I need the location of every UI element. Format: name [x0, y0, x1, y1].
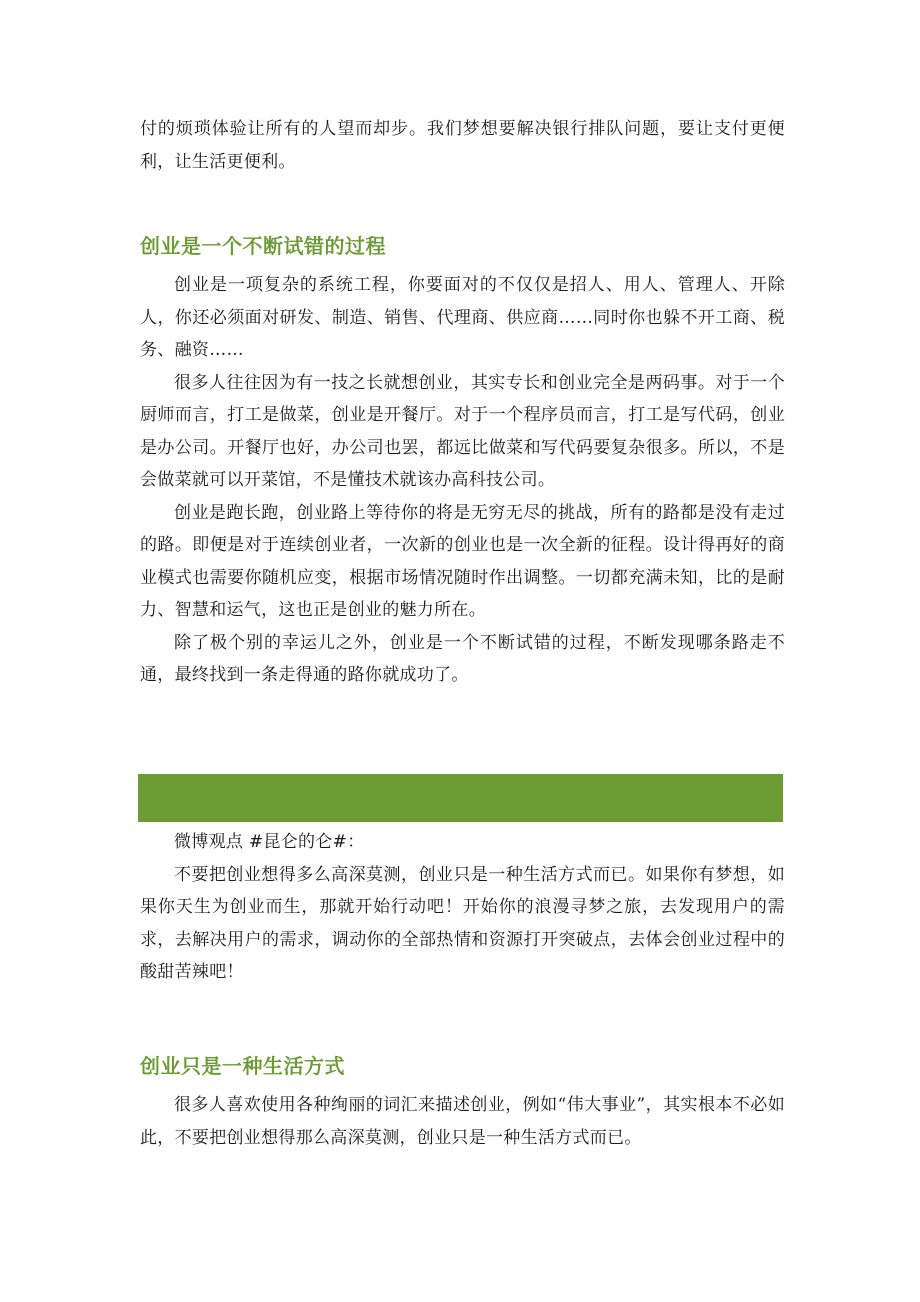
weibo-block: [140, 826, 785, 989]
section1-paragraph-3: 创业是跑长跑，创业路上等待你的将是无穷无尽的挑战，所有的路都是没有走过的路。即便是对于连续创业者，一次新的创业也是一次全新的征程。设计得再好的商业模式也需要你随机应变，根据市场情况随时作出调整。一切都充满未知，比的是耐力、智慧和运气，这也正是创业的魅力所在。: [140, 502, 785, 620]
green-banner: [138, 774, 783, 822]
section2-paragraph-1: 很多人喜欢使用各种绚丽的词汇来描述创业，例如“伟大事业”，其实根本不必如此，不要把创业想得那么高深莫测，创业只是一种生活方式而已。: [140, 1095, 785, 1148]
weibo-text: 不要把创业想得多么高深莫测，创业只是一种生活方式而已。如果你有梦想，如果你天生为创业而生，那就开始行动吧！开始你的浪漫寻梦之旅，去发现用户的需求，去解决用户的需求，调动你的全部热情和资源打开突破点，去体会创业过程中的酸甜苦辣吧！: [140, 864, 785, 982]
section1-heading: 创业是一个不断试错的过程: [140, 234, 386, 258]
section1-paragraph-4: 除了极个别的幸运儿之外，创业是一个不断试错的过程，不断发现哪条路走不通，最终找到一条走得通的路你就成功了。: [140, 632, 785, 685]
section2-heading: 创业只是一种生活方式: [140, 1054, 345, 1078]
weibo-label: 微博观点 #昆仑的仑#：: [174, 832, 365, 852]
section2-body: [140, 1089, 785, 1154]
intro-paragraph-block: [140, 113, 785, 178]
intro-paragraph: 付的烦琐体验让所有的人望而却步。我们梦想要解决银行排队问题，要让支付更便利，让生活更便利。: [140, 119, 785, 172]
section1-body: [140, 269, 785, 692]
section1-paragraph-2: 很多人往往因为有一技之长就想创业，其实专长和创业完全是两码事。对于一个厨师而言，打工是做菜，创业是开餐厅。对于一个程序员而言，打工是写代码，创业是办公司。开餐厅也好，办公司也罢，都远比做菜和写代码要复杂很多。所以，不是会做菜就可以开菜馆，不是懂技术就该办高科技公司。: [140, 372, 785, 490]
section1-paragraph-1: 创业是一项复杂的系统工程，你要面对的不仅仅是招人、用人、管理人、开除人，你还必须面对研发、制造、销售、代理商、供应商……同时你也躲不开工商、税务、融资……: [140, 275, 785, 360]
